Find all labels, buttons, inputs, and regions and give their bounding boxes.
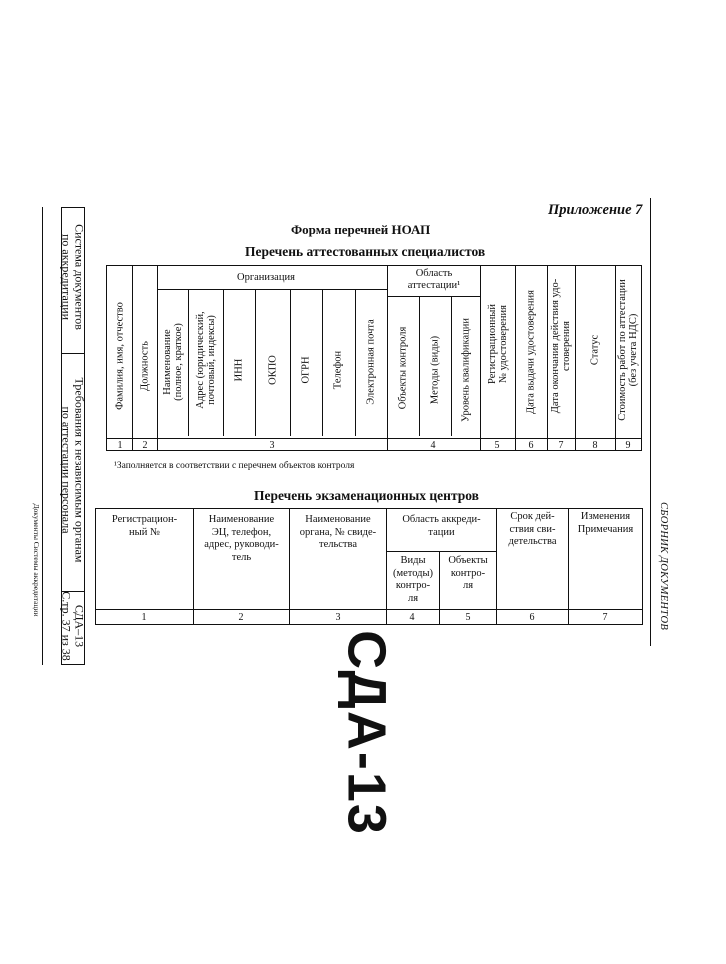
col-expiry-date: Дата окончания действия удо- стоверения <box>549 278 572 414</box>
side-rule <box>42 207 43 665</box>
side-header-right-2: С.тр. 37 из 38 <box>59 591 74 661</box>
t2-num-2: 2 <box>238 612 244 623</box>
num-7: 7 <box>558 440 564 451</box>
t2-num-1: 1 <box>141 612 147 623</box>
col-methods: Методы (виды) <box>429 335 441 405</box>
t2-num-5: 5 <box>465 612 471 623</box>
t2-num-6: 6 <box>529 612 535 623</box>
num-8: 8 <box>592 440 598 451</box>
side-header-mid-2: по аттестации персонала <box>59 406 74 534</box>
side-header-left-1: Система документов <box>72 224 87 330</box>
t2-num-7: 7 <box>602 612 608 623</box>
big-code: СДА-13 <box>336 630 397 836</box>
col-position: Должность <box>139 341 151 391</box>
t2-col-term: Срок дей- ствия сви- детельства <box>508 511 557 548</box>
col-okpo: ОКПО <box>267 355 279 385</box>
col-issue-date: Дата выдачи удостоверения <box>525 289 537 415</box>
col-objects: Объекты контроля <box>397 326 409 410</box>
col-org-address: Адрес (юридический, почтовый, индексы) <box>194 311 217 409</box>
side-small-text: Документы Системы аккредитации <box>32 503 42 617</box>
t2-col-area: Область аккреди- тации <box>402 514 481 538</box>
num-9: 9 <box>625 440 631 451</box>
num-6: 6 <box>528 440 534 451</box>
t2-col-types: Виды (методы) контро- ля <box>392 555 434 604</box>
t2-col-objects: Объекты контро- ля <box>448 555 488 592</box>
col-fio: Фамилия, имя, отчество <box>114 302 126 410</box>
side-header-left-2: по аккредитации <box>59 233 74 321</box>
appendix-label: Приложение 7 <box>548 202 643 218</box>
num-4: 4 <box>430 440 436 451</box>
t2-col-org: Наименование органа, № свиде- тельства <box>299 514 377 551</box>
exam-centers-title: Перечень экзаменационных центров <box>254 488 479 503</box>
num-1: 1 <box>117 440 123 451</box>
num-3: 3 <box>269 440 275 451</box>
col-cost: Стоимость работ по аттестации (без учета НДС) <box>616 279 639 421</box>
col-ogrn: ОГРН <box>300 356 312 384</box>
t2-col-name: Наименование ЭЦ, телефон, адрес, руководи- тель <box>204 514 279 563</box>
org-group-header: Организация <box>237 272 295 283</box>
col-level: Уровень квалификации <box>460 317 472 423</box>
side-header-right-1: СДА–13 <box>72 604 87 648</box>
right-rule <box>650 198 651 646</box>
col-email: Электронная почта <box>365 319 377 405</box>
t2-num-3: 3 <box>335 612 341 623</box>
specialists-table <box>106 265 642 451</box>
t2-col-changes: Изменения Примечания <box>577 511 634 535</box>
t2-num-4: 4 <box>409 612 415 623</box>
right-strip-text: СБОРНИК ДОКУМЕНТОВ <box>657 501 669 631</box>
col-phone: Телефон <box>332 350 344 390</box>
exam-centers-table <box>95 508 643 625</box>
num-2: 2 <box>142 440 148 451</box>
col-org-name: Наименование (полное, краткое) <box>161 323 184 401</box>
col-reg-number: Регистрационный № удостоверения <box>486 304 509 384</box>
area-group-header: Область аттестации¹ <box>407 268 461 292</box>
form-title: Форма перечней НОАП <box>291 222 431 237</box>
specialists-title: Перечень аттестованных специалистов <box>245 244 486 259</box>
footnote: ¹Заполняется в соответствии с перечнем объектов контроля <box>114 461 355 471</box>
col-inn: ИНН <box>233 358 245 382</box>
side-header-mid-1: Требования к независимым органам <box>72 377 87 563</box>
num-5: 5 <box>494 440 500 451</box>
t2-col-reg: Регистрацион- ный № <box>111 514 178 538</box>
col-status: Статус <box>589 334 601 366</box>
